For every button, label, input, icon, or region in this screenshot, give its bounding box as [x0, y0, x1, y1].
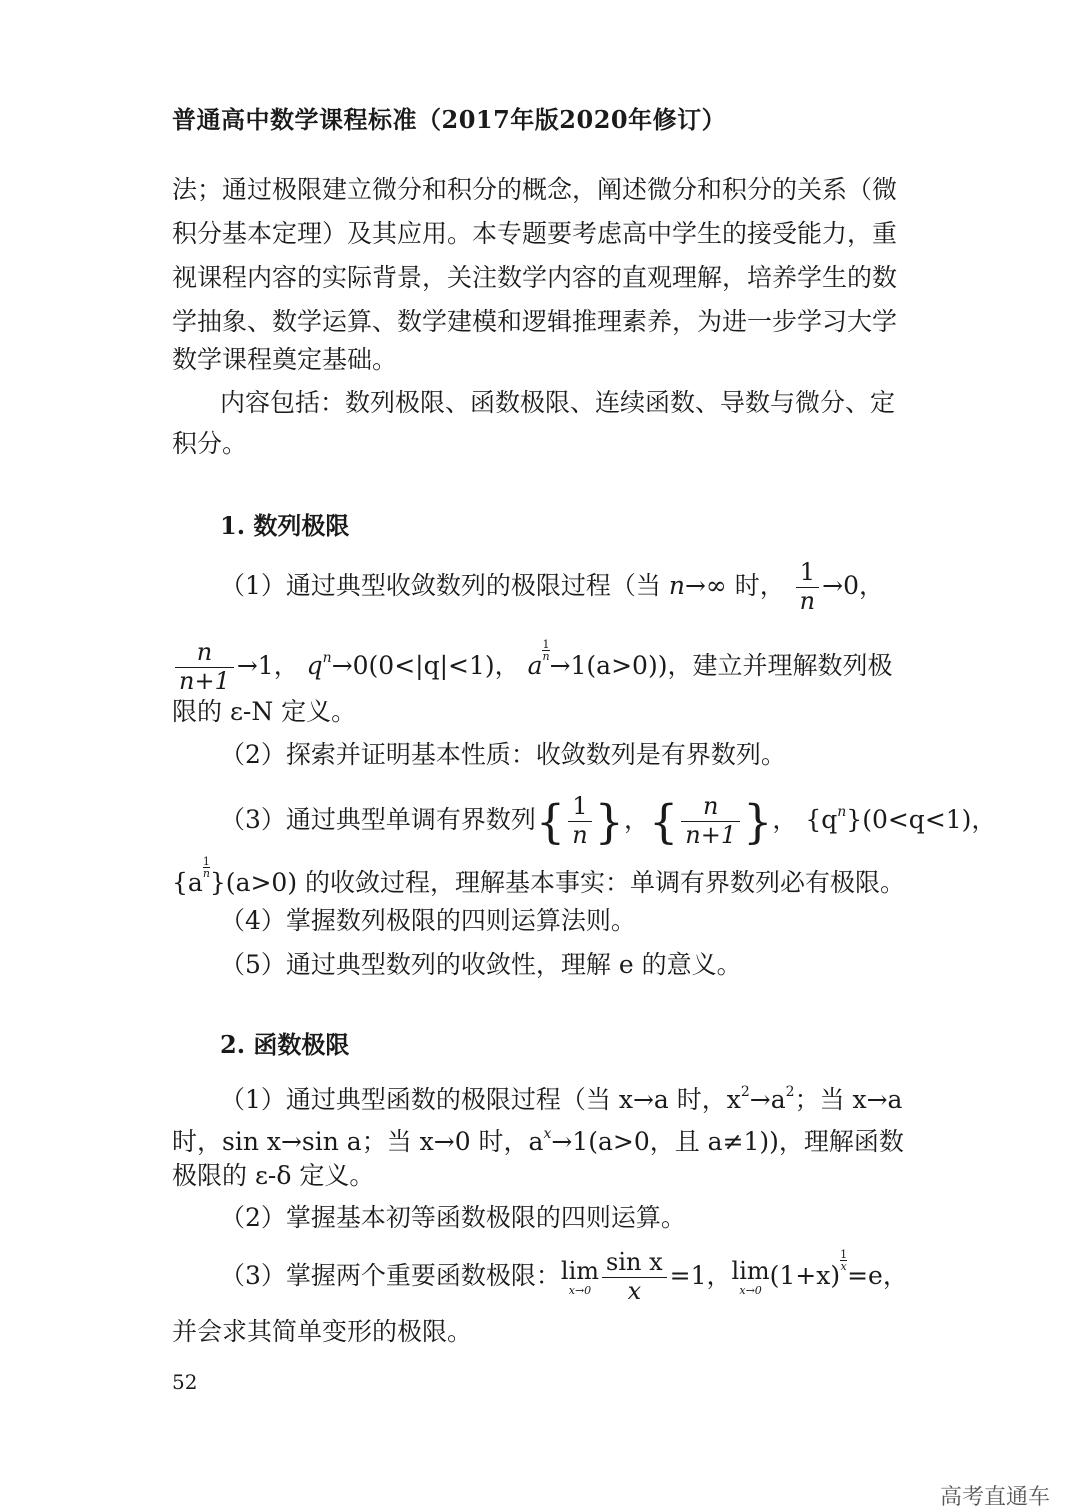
contents-line-1: 内容包括：数列极限、函数极限、连续函数、导数与微分、定 — [220, 388, 896, 417]
fraction-num: 1 — [572, 792, 588, 821]
fraction-num: 1 — [799, 558, 816, 587]
s1-item3-line1 — [220, 782, 997, 849]
intro-line-5: 数学课程奠定基础。 — [172, 345, 398, 374]
s2-item3-pre: （3）掌握两个重要函数极限： — [220, 1261, 561, 1290]
seq-q-rest: }(0<q<1)， — [846, 805, 997, 834]
seq-1-over-n — [568, 793, 591, 849]
fraction-den: n+1 — [681, 821, 740, 850]
eq2: =e， — [847, 1261, 908, 1290]
s2-l1-exp1: 2 — [740, 1084, 750, 1100]
s2-item2: （2）掌握基本初等函数极限的四则运算。 — [220, 1203, 686, 1232]
s2-item3-line2: 并会求其简单变形的极限。 — [172, 1317, 473, 1346]
seq-q-exp: n — [837, 804, 847, 820]
s1-item1-line3: 限的 ε-N 定义。 — [172, 697, 357, 726]
watermark-text: 高考直通车 — [940, 1485, 1051, 1510]
exp-num: 1 — [840, 1248, 848, 1261]
seq-a: {a — [172, 868, 203, 897]
seq-q: {q — [805, 805, 838, 834]
q-rest: →0(0<|q|<1)， — [331, 651, 520, 680]
seq-n-over-n-plus-1 — [681, 793, 740, 849]
fraction-den: n — [568, 821, 591, 850]
expr2: (1+x) — [769, 1261, 841, 1290]
s2-item1-line1 — [220, 1072, 903, 1114]
lim-word: lim — [731, 1257, 770, 1285]
s1-item3-pre: （3）通过典型单调有界数列 — [220, 805, 536, 834]
lim-word: lim — [560, 1257, 600, 1285]
contents-line-2: 积分。 — [172, 429, 248, 458]
s1-item4: （4）掌握数列极限的四则运算法则。 — [220, 906, 636, 935]
intro-line-3: 视课程内容的实际背景，关注数学内容的直观理解，培养学生的数 — [172, 263, 898, 292]
section-1-title: 1. 数列极限 — [220, 511, 350, 540]
intro-line-1: 法；通过极限建立微分和积分的概念，阐述微分和积分的关系（微 — [172, 175, 898, 204]
s2-l1-pre: （1）通过典型函数的极限过程（当 x→a 时，x — [220, 1085, 741, 1114]
eq1: =1， — [669, 1261, 732, 1290]
page-number: 52 — [172, 1370, 198, 1394]
s2-l1-exp2: 2 — [785, 1084, 795, 1100]
s1-item1-when: 时， — [726, 571, 785, 600]
fraction-sinx-over-x — [602, 1249, 667, 1305]
brace-left: { — [535, 794, 566, 849]
fraction-den: n — [796, 587, 819, 616]
s1-item3-line2 — [172, 855, 906, 897]
fraction-n-over-n-plus-1 — [175, 639, 234, 695]
brace-right: } — [743, 794, 773, 849]
fraction-num: n — [196, 638, 213, 667]
s1-item2: （2）探索并证明基本性质：收敛数列是有界数列。 — [220, 740, 786, 769]
s1-item1-line2 — [172, 628, 894, 695]
seq-a-rest: }(a>0) 的收敛过程，理解基本事实：单调有界数列必有极限。 — [209, 868, 906, 897]
s1-arrow1: →1， — [236, 651, 299, 680]
q-exponent: n — [322, 650, 332, 666]
running-header: 普通高中数学课程标准（2017年版2020年修订） — [172, 105, 727, 134]
s2-item1-line3: 极限的 ε-δ 定义。 — [172, 1161, 375, 1190]
intro-line-2: 积分基本定理）及其应用。本专题要考虑高中学生的接受能力，重 — [172, 219, 898, 248]
s2-l2-exp: x — [543, 1126, 552, 1142]
lim-1 — [561, 1259, 599, 1296]
s2-l2-post: →1(a>0，且 a≠1))，理解函数 — [551, 1127, 904, 1156]
fraction-1-over-n — [796, 559, 819, 615]
a-rest: →1(a>0))，建立并理解数列极 — [549, 651, 893, 680]
exp-num: 1 — [202, 855, 210, 868]
s1-item1-pre: （1）通过典型收敛数列的极限过程（当 — [220, 571, 661, 600]
a-exponent-fraction — [542, 639, 549, 662]
lim-sub: x→0 — [568, 1284, 592, 1297]
s2-l2-pre: 时，sin x→sin a；当 x→0 时，a — [172, 1127, 544, 1156]
fraction-den: x — [602, 1277, 667, 1306]
s2-l1-post: ；当 x→a — [794, 1085, 903, 1114]
s1-item1-cond: n→∞ — [668, 571, 727, 600]
fraction-num: sin x — [606, 1248, 663, 1277]
brace-right: } — [594, 794, 624, 849]
lim-2 — [732, 1259, 770, 1296]
s2-item3-line1 — [220, 1246, 908, 1306]
s1-item1-line1 — [220, 556, 894, 616]
exp-num: 1 — [542, 638, 550, 651]
q-base: q — [306, 651, 323, 680]
lim-sub: x→0 — [739, 1284, 762, 1297]
seq-a-exp — [203, 856, 210, 879]
sep: ， — [623, 805, 649, 834]
intro-line-4: 学抽象、数学运算、数学建模和逻辑推理素养，为进一步学习大学 — [172, 307, 898, 336]
exp-den: n — [542, 650, 550, 663]
brace-left: { — [648, 794, 679, 849]
exp-den: n — [202, 867, 210, 880]
s2-item1-line2 — [172, 1114, 904, 1156]
exp-den: x — [840, 1260, 847, 1273]
s1-item5: （5）通过典型数列的收敛性，理解 e 的意义。 — [220, 950, 742, 979]
s2-l1-mid: →a — [749, 1085, 786, 1114]
section-2-title: 2. 函数极限 — [220, 1030, 350, 1059]
s1-item1-arrow0: →0， — [822, 571, 884, 600]
a-base: a — [527, 651, 543, 680]
fraction-den: n+1 — [175, 667, 234, 696]
fraction-num: n — [702, 792, 719, 821]
sep: ， — [772, 805, 798, 834]
